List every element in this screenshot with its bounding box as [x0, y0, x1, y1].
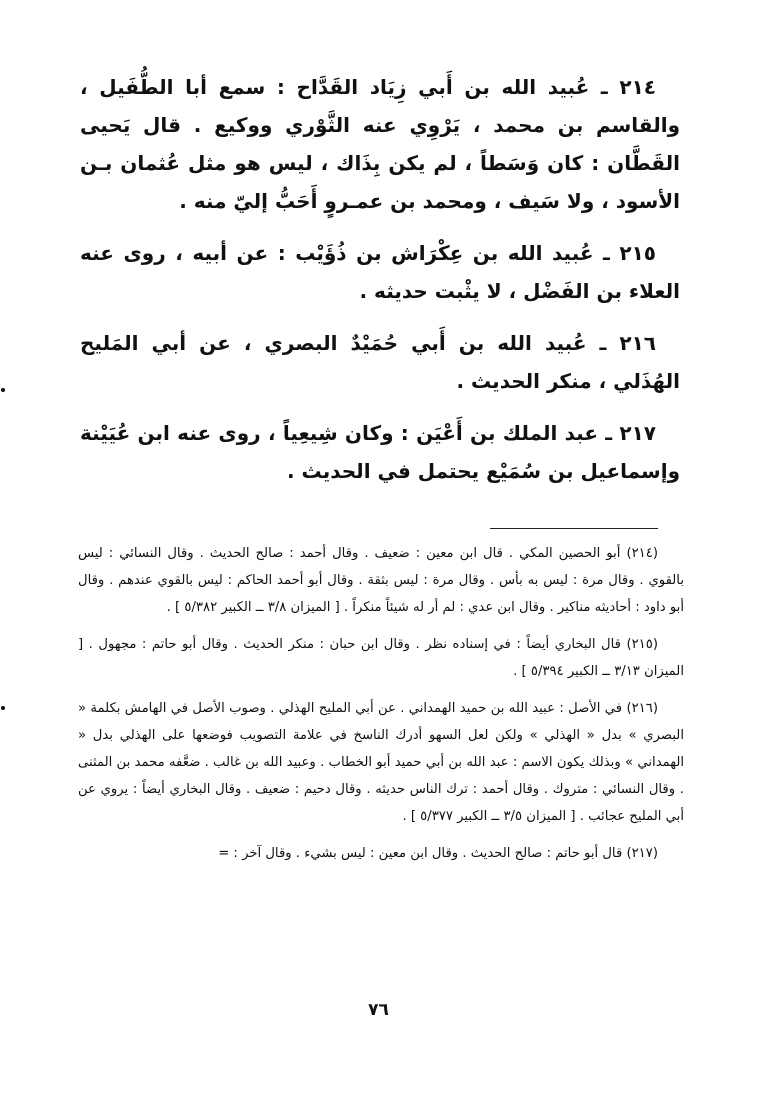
- entry-215: ٢١٥ ـ عُبيد الله بن عِكْرَاش بن ذُؤَيْب : عن أبيه ، روى عنه العلاء بن الفَضْل ، لا يثْبت حديثه .: [80, 241, 680, 303]
- entry-216: ٢١٦ ـ عُبيد الله بن أَبي حُمَيْدٌ البصري ، عن أبي المَليح الهُذَلي ، منكر الحديث .: [80, 331, 680, 393]
- margin-mark: [1, 706, 5, 710]
- margin-mark: [1, 388, 5, 392]
- footnote-217: (٢١٧) قال أبو حاتم : صالح الحديث . وقال ابن معين : ليس بشيء . وقال آخر : =: [218, 846, 658, 861]
- footnote-215: (٢١٥) قال البخاري أيضاً : في إسناده نظر . وقال ابن حبان : منكر الحديث . وقال أبو حاتم : مجهول . [ الميزان ٣/١٣ ــ الكبير ٥/٣٩٤ ] .: [78, 637, 684, 679]
- entry-217: ٢١٧ ـ عبد الملك بن أَعْيَن : وكان شِيعِياً ، روى عنه ابن عُيَيْنة وإسماعيل بن سُمَيْع يحتمل في الحديث .: [80, 421, 680, 483]
- main-text: [80, 68, 680, 504]
- page-number: ٧٦: [368, 1000, 389, 1020]
- footnote-214: (٢١٤) أبو الحصين المكي . قال ابن معين : ضعيف . وقال أحمد : صالح الحديث . وقال النسائي : ليس بالقوي . وقال مرة : ليس به بأس . وقال مرة : ليس بثقة . وقال أبو أحمد الحاكم : ليس بالقوي عندهم . وقال أبو داود : أحاديثه مناكير . وقال ابن عدي : لم أر له شيئاً منكراً . [ الميزان ٣/٨ ــ الكبير ٥/٣٨٢ ] .: [78, 546, 684, 615]
- entry-214: ٢١٤ ـ عُبيد الله بن أَبي زِيَاد القَدَّاح : سمع أبا الطُّفَيل ، والقاسم بن محمد ، يَرْوِي عنه الثَّوْري ووكيع . قال يَحيى القَطَّان : كان وَسَطاً ، لم يكن بِذَاك ، ليس هو مثل عُثمان بـن الأسود ، ولا سَيف ، ومحمد بن عمـروٍ أَحَبُّ إليّ منه .: [80, 75, 680, 213]
- footnotes: [78, 540, 684, 877]
- footnote-separator: [490, 528, 658, 529]
- footnote-216: (٢١٦) في الأصل : عبيد الله بن حميد الهمداني . عن أبي المليح الهذلي . وصوب الأصل في الهامش بكلمة « البصري » بدل « الهذلي » ولكن لعل السهو أدرك الناسخ في علامة التصويب فوضعها على الهذلي بدل « الهمداني » وبذلك يكون الاسم : عبد الله بن أبي حميد أبو الخطاب . وعبيد الله بن غالب . ضعَّفه محمد بن المثنى . وقال النسائي : متروك . وقال أحمد : ترك الناس حديثه . وقال دحيم : ضعيف . وقال البخاري أيضاً : يروي عن أبي المليح عجائب . [ الميزان ٣/٥ ــ الكبير ٥/٣٧٧ ] .: [78, 701, 684, 824]
